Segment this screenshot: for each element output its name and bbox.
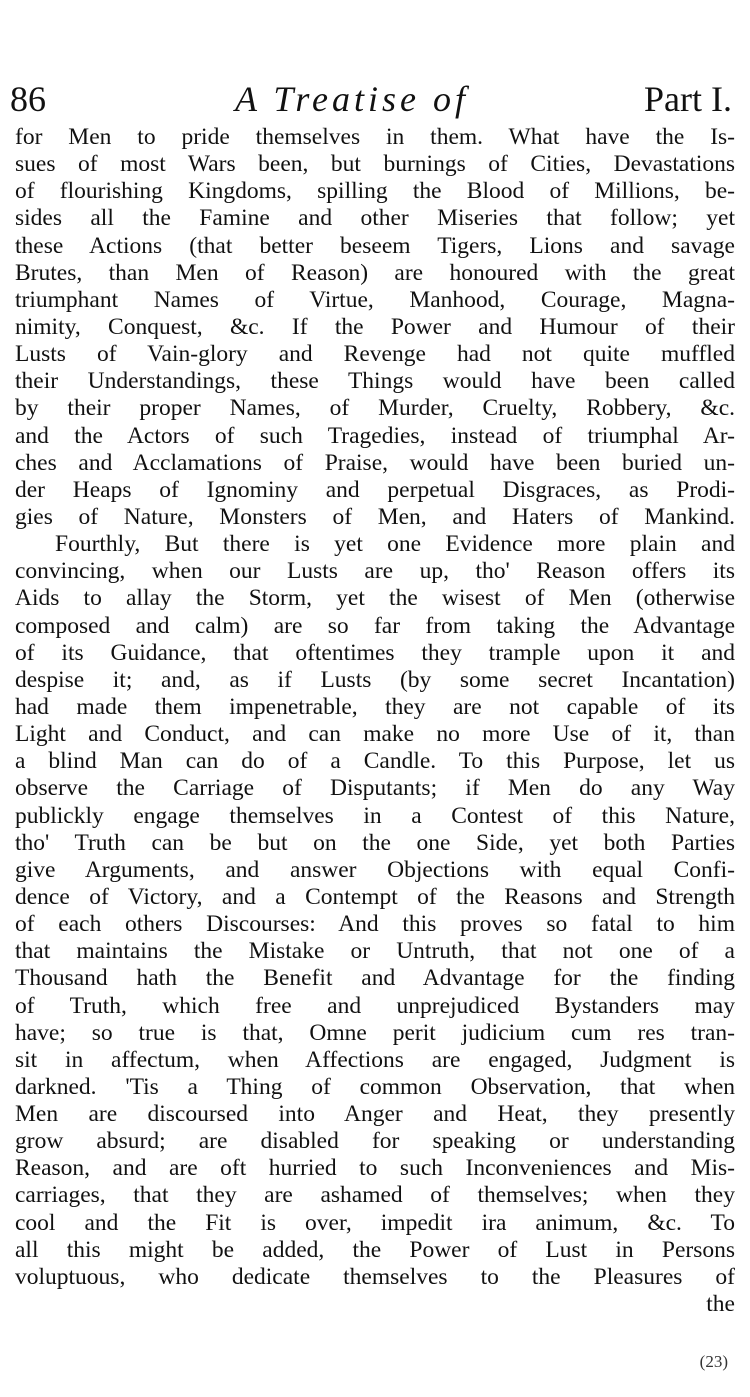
text-line: tho' Truth can be but on the one Side, yet both Parties xyxy=(15,829,735,856)
text-line: of each others Discourses: And this proves so fatal to him xyxy=(15,911,735,938)
text-line: grow absurd; are disabled for speaking or understanding xyxy=(15,1128,735,1155)
text-line: sides all the Famine and other Miseries that follow; yet xyxy=(15,205,735,232)
text-line: carriages, that they are ashamed of themselves; when they xyxy=(15,1182,735,1209)
running-title: A Treatise of xyxy=(235,79,470,119)
text-line: of its Guidance, that oftentimes they trample upon it and xyxy=(15,639,735,666)
text-line: Men are discoursed into Anger and Heat, they presently xyxy=(15,1101,735,1128)
catchword-line: the xyxy=(706,1291,735,1318)
text-line: these Actions (that better beseem Tigers, Lions and savage xyxy=(15,232,735,259)
text-line: had made them impenetrable, they are not capable of its xyxy=(15,693,735,720)
text-line: by their proper Names, of Murder, Cruelty, Robbery, &c. xyxy=(15,395,735,422)
text-line: Lusts of Vain-glory and Revenge had not quite muffled xyxy=(15,341,735,368)
text-line: give Arguments, and answer Objections with equal Confi- xyxy=(15,856,735,883)
text-line: triumphant Names of Virtue, Manhood, Courage, Magna- xyxy=(15,286,735,313)
text-line: cool and the Fit is over, impedit ira animum, &c. To xyxy=(15,1209,735,1236)
text-line: gies of Nature, Monsters of Men, and Haters of Mankind. xyxy=(15,503,735,530)
text-line: Fourthly, But there is yet one Evidence more plain and xyxy=(55,531,735,558)
text-line: voluptuous, who dedicate themselves to the Pleasures of xyxy=(15,1263,735,1290)
text-line: ches and Acclamations of Praise, would have been buried un- xyxy=(15,449,735,476)
signature-mark: (23) xyxy=(699,1352,728,1371)
text-line: of flourishing Kingdoms, spilling the Blood of Millions, be- xyxy=(15,178,735,205)
text-line: sit in affectum, when Affections are engaged, Judgment is xyxy=(15,1046,735,1073)
text-line: Brutes, than Men of Reason) are honoured with the great xyxy=(15,259,735,286)
text-line: observe the Carriage of Disputants; if Men do any Way xyxy=(15,775,735,802)
text-line: nimity, Conquest, &c. If the Power and Humour of their xyxy=(15,313,735,340)
text-line: Light and Conduct, and can make no more Use of it, than xyxy=(15,721,735,748)
text-line: dence of Victory, and a Contempt of the Reasons and Strength xyxy=(15,883,735,910)
page-number: 86 xyxy=(10,79,46,119)
text-line: of Truth, which free and unprejudiced Bystanders may xyxy=(15,992,735,1019)
body-text xyxy=(15,124,735,1318)
text-line: composed and calm) are so far from taking the Advantage xyxy=(15,612,735,639)
text-line: their Understandings, these Things would have been called xyxy=(15,368,735,395)
text-line: a blind Man can do of a Candle. To this Purpose, let us xyxy=(15,748,735,775)
text-line: Reason, and are oft hurried to such Inconveniences and Mis- xyxy=(15,1155,735,1182)
text-line: that maintains the Mistake or Untruth, that not one of a xyxy=(15,938,735,965)
text-line: convincing, when our Lusts are up, tho' Reason offers its xyxy=(15,558,735,585)
text-line: der Heaps of Ignominy and perpetual Disgraces, as Prodi- xyxy=(15,476,735,503)
part-label: Part I. xyxy=(644,79,732,119)
text-line: darkned. 'Tis a Thing of common Observation, that when xyxy=(15,1073,735,1100)
text-line: for Men to pride themselves in them. What have the Is- xyxy=(15,124,735,150)
text-line: have; so true is that, Omne perit judicium cum res tran- xyxy=(15,1019,735,1046)
text-line: Aids to allay the Storm, yet the wisest of Men (otherwise xyxy=(15,585,735,612)
text-line: Thousand hath the Benefit and Advantage for the finding xyxy=(15,965,735,992)
text-line: and the Actors of such Tragedies, instead of triumphal Ar- xyxy=(15,422,735,449)
text-line: despise it; and, as if Lusts (by some secret Incantation) xyxy=(15,666,735,693)
text-line: publickly engage themselves in a Contest of this Nature, xyxy=(15,802,735,829)
text-line: sues of most Wars been, but burnings of Cities, Devastations xyxy=(15,151,735,178)
running-head xyxy=(10,74,732,124)
text-line: all this might be added, the Power of Lust in Persons xyxy=(15,1236,735,1263)
